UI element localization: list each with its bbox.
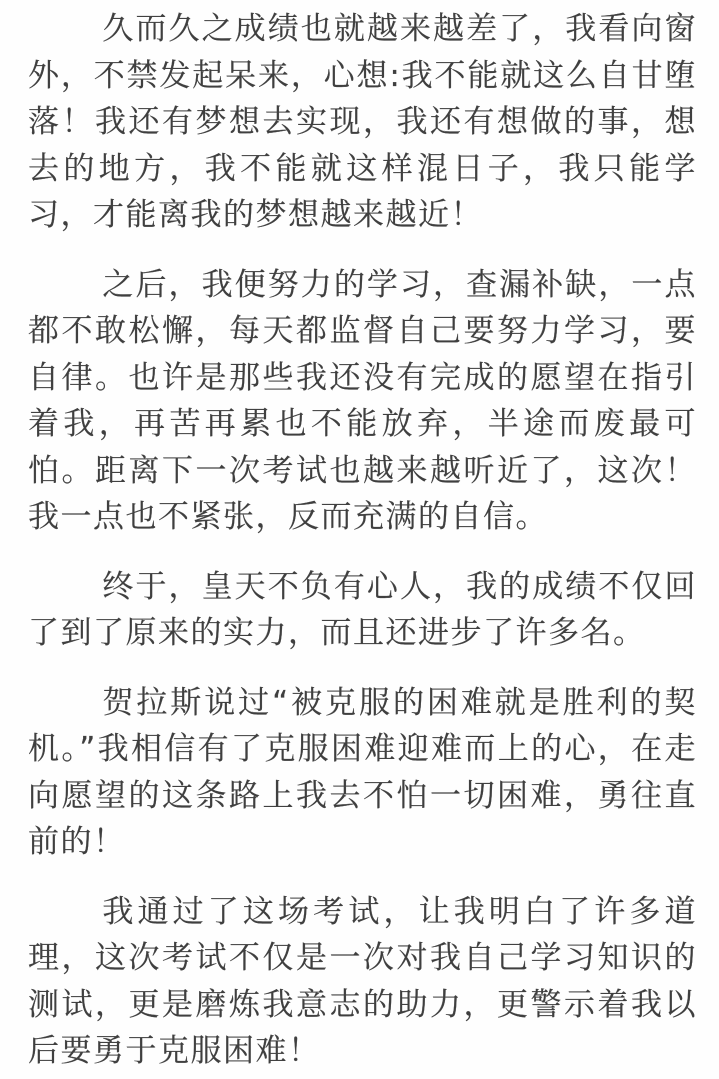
essay-paragraph-5: 我通过了这场考试，让我明白了许多道理，这次考试不仅是一次对我自己学习知识的测试，更是磨炼我意志的助力，更警示着我以后要勇于克服困难！ — [28, 893, 697, 1069]
essay-paragraph-1: 久而久之成绩也就越来越差了，我看向窗外，不禁发起呆来，心想:我不能就这么自甘堕落！我还有梦想去实现，我还有想做的事，想去的地方，我不能就这样混日子，我只能学习，才能离我的梦想越来越近！ — [28, 11, 697, 233]
essay-paragraph-3: 终于，皇天不负有心人，我的成绩不仅回了到了原来的实力，而且还进步了许多名。 — [28, 568, 697, 651]
essay-body — [28, 6, 697, 1075]
essay-paragraph-2: 之后，我便努力的学习，查漏补缺，一点都不敢松懈，每天都监督自己要努力学习，要自律。也许是那些我还没有完成的愿望在指引着我，再苦再累也不能放弃，半途而废最可怕。距离下一次考试也越来越听近了，这次！我一点也不紧张，反而充满的自信。 — [28, 266, 697, 535]
essay-paragraph-4: 贺拉斯说过“被克服的困难就是胜利的契机。”我相信有了克服困难迎难而上的心，在走向愿望的这条路上我去不怕一切困难，勇往直前的！ — [28, 684, 697, 860]
